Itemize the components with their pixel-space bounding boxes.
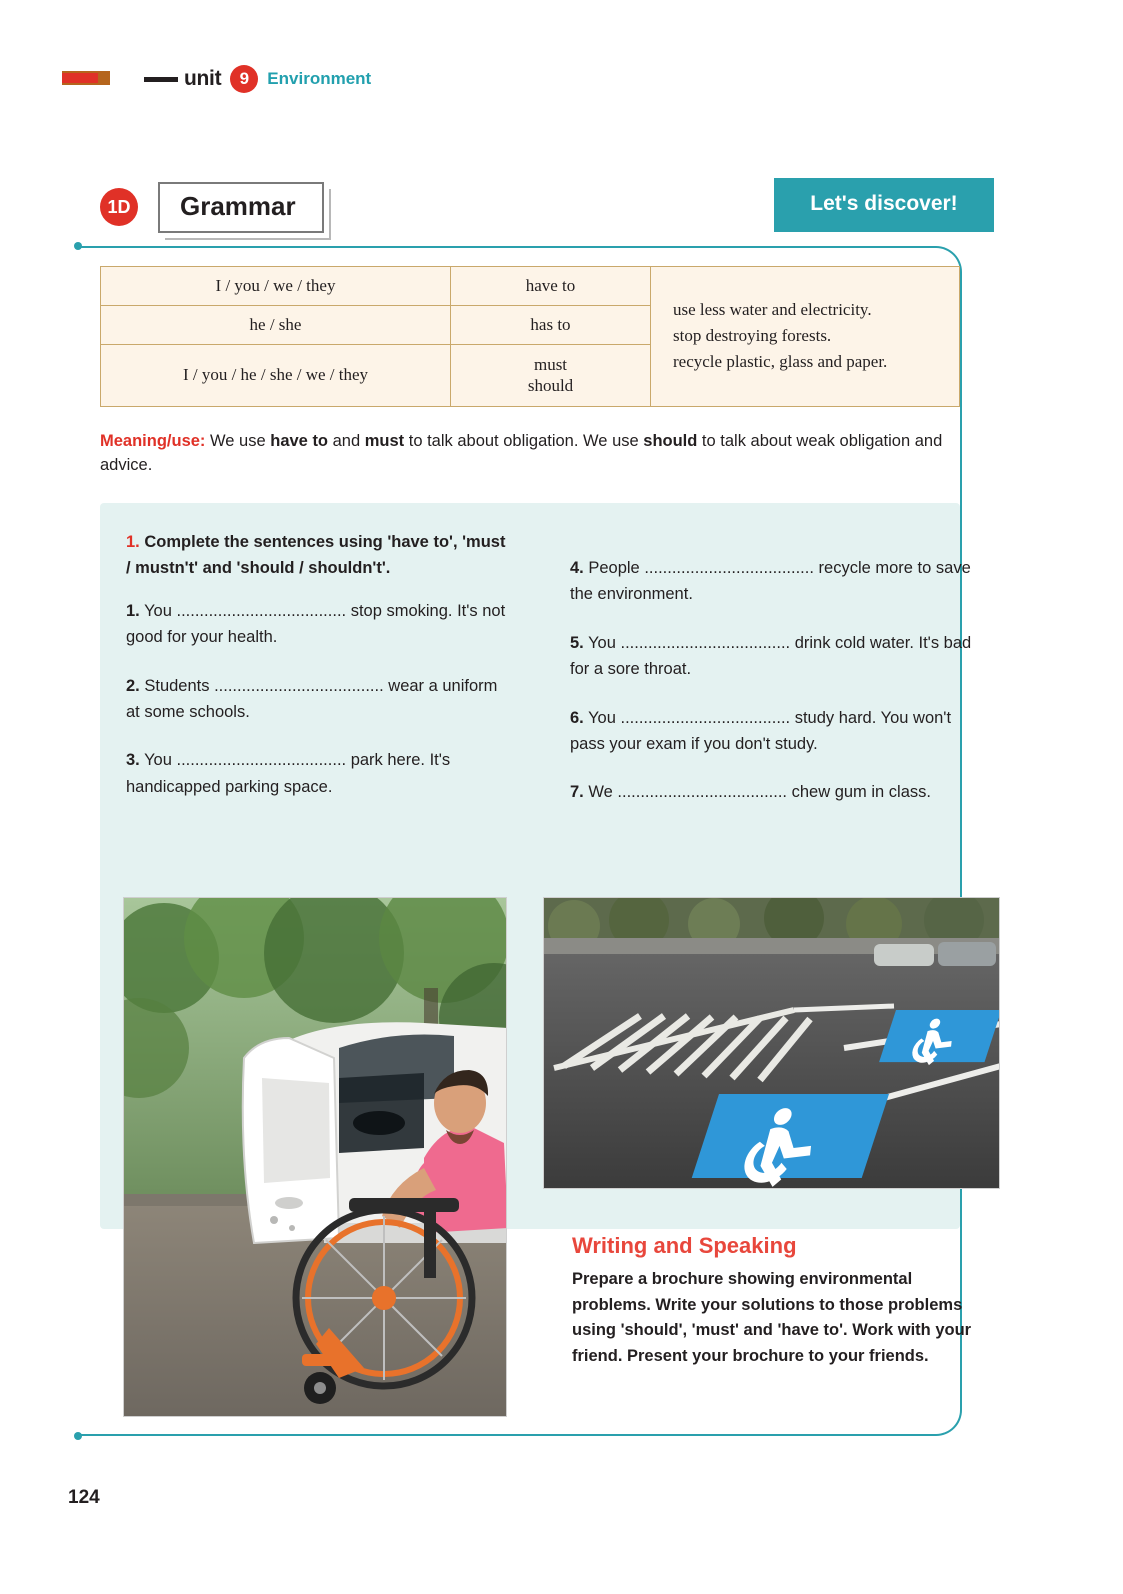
section-title-row [100,182,980,238]
list-item[interactable] [126,673,514,726]
list-item[interactable] [126,747,514,800]
exercise-instruction [126,529,514,582]
meaning-bold-2: must [364,432,405,450]
list-item[interactable] [570,779,980,805]
item-number: 4. [570,559,584,577]
meaning-use-note [100,430,960,478]
page-number: 124 [68,1487,100,1508]
meaning-bold-3: should [643,432,698,450]
item-text: You ..................................... stop smoking. It's not good for your health. [126,601,506,647]
wheelchair-car-photo [123,897,507,1417]
list-item[interactable] [126,598,514,651]
item-text: Students ..................................... wear a uniform at some schools. [126,676,498,721]
item-number: 6. [570,708,584,727]
item-text: We ..................................... chew gum in class. [588,783,931,802]
section-badge: 1D [100,188,138,226]
item-text: You ..................................... study hard. You won't pass your exam if you don't study. [570,708,952,753]
wheelchair-car-illustration [124,898,507,1417]
meaning-text-2: and [328,432,365,450]
exercise-instruction-text: Complete the sentences using 'have to', 'must / mustn't' and 'should / shouldn't'. [126,533,506,578]
meaning-text-4: to talk about weak obligation and advice. [100,432,943,474]
item-number: 7. [570,783,584,802]
item-text: You ..................................... drink cold water. It's bad for a sore throat. [570,633,972,679]
item-number: 5. [570,633,584,652]
list-item[interactable] [570,705,980,758]
complement-line-2: stop destroying forests. [673,326,832,346]
grammar-table [100,266,960,407]
writing-speaking-title: Writing and Speaking [572,1233,797,1258]
frame-dot-top [74,242,82,250]
modal-must: must [533,355,568,374]
table-row [101,267,960,306]
header-dash [144,77,178,82]
unit-topic: Environment [267,69,372,88]
subject-cell: I / you / we / they [101,267,451,306]
complement-line-3: recycle plastic, glass and paper. [673,352,888,372]
exercise-column-right [570,555,980,828]
item-number: 1. [126,601,140,620]
writing-speaking-section [572,1233,972,1369]
header-decor-bars [62,71,142,87]
list-item[interactable] [570,555,980,608]
writing-speaking-text: Prepare a brochure showing environmental problems. Write your solutions to those problems using 'should', 'must' and 'have to'. Work with your friend. Present your brochure to your friends. [572,1270,972,1365]
meaning-bold-1: have to [270,432,329,450]
modal-cell: has to [451,306,651,345]
unit-label: unit [184,67,222,90]
list-item[interactable] [570,630,980,683]
page-header [62,62,371,96]
meaning-text-3: to talk about obligation. We use [404,432,644,450]
modal-cell: have to [451,267,651,306]
meaning-label: Meaning/use: [100,432,206,450]
page-title: Grammar [158,182,324,233]
handicapped-parking-photo [543,897,1000,1189]
red-bar [62,73,98,83]
complement-line-1: use less water and electricity. [673,299,872,319]
item-number: 3. [126,751,140,770]
item-number: 2. [126,676,140,695]
complement-cell [651,267,960,407]
lets-discover-callout: Let's discover! [774,178,994,232]
modal-should: should [527,376,574,396]
exercise-number: 1. [126,533,140,551]
subject-cell: he / she [101,306,451,345]
frame-dot-bottom [74,1432,82,1440]
item-text: People ..................................... recycle more to save the environment. [570,559,971,604]
exercise-column-left [126,529,514,822]
subject-cell: I / you / he / she / we / they [101,345,451,407]
modal-cell [451,345,651,407]
parking-lot-illustration [544,898,1000,1189]
item-text: You ..................................... park here. It's handicapped parking space. [126,751,451,796]
meaning-text-1: We use [205,432,271,450]
unit-number-badge: 9 [230,65,258,93]
